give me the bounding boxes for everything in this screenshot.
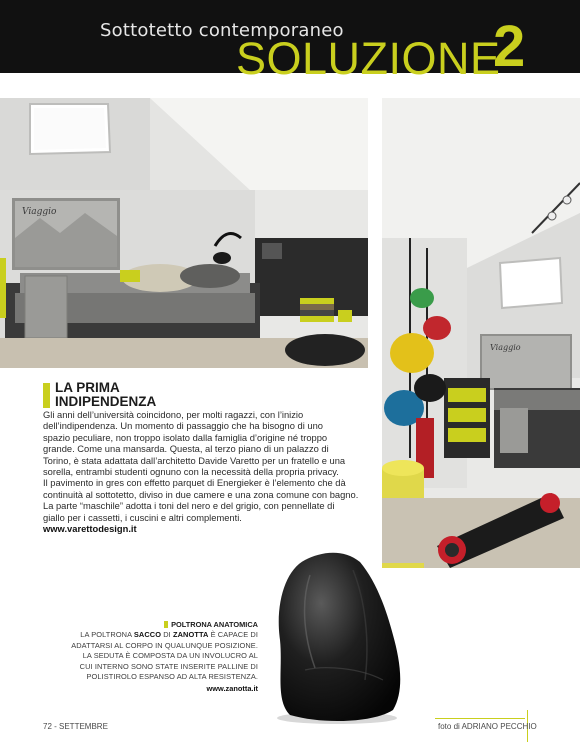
body-line: dell’indipendenza. Un momento di passaggio che ha bisogno di uno bbox=[43, 421, 323, 432]
headline-accent-bar bbox=[43, 383, 50, 408]
page-title-number: 2 bbox=[493, 14, 526, 79]
credit-prefix: foto di bbox=[438, 722, 460, 731]
body-line: spazio peculiare, non troppo isolato dalla famiglia d’origine né troppo bbox=[43, 432, 328, 443]
credit-rule bbox=[435, 718, 525, 719]
body-line: grande. Come una mansarda. Questa, al terzo piano di un palazzo di bbox=[43, 444, 329, 455]
body-line: continuità al sottotetto, diviso in due camere e una zona comune con bagno. bbox=[43, 489, 359, 500]
zanotta-link[interactable]: www.zanotta.it bbox=[206, 683, 258, 693]
caption-line: POLISTIROLO ESPANSO AD ALTA RESISTENZA. bbox=[86, 672, 258, 682]
article-body bbox=[43, 410, 383, 535]
caption-line bbox=[60, 630, 258, 641]
bedroom-art-text: Viaggio bbox=[22, 207, 57, 217]
headline-line-1: LA PRIMA bbox=[55, 380, 120, 395]
beanbag-chair-image bbox=[265, 550, 405, 725]
body-line: Torino, è stata adattata dall’architetto Davide Varetto per un fratello e una bbox=[43, 455, 346, 466]
caption-text: LA POLTRONA bbox=[80, 630, 132, 639]
caption-title bbox=[60, 619, 258, 630]
caption-line: LA SEDUTA È COMPOSTA DA UN INVOLUCRO AL bbox=[82, 651, 258, 661]
product-caption bbox=[60, 619, 258, 694]
varetto-link[interactable]: www.varettodesign.it bbox=[43, 524, 137, 535]
body-line: giallo per i cassetti, i cuscini e altri complementi. bbox=[43, 512, 242, 523]
body-line: Gli anni dell’università coincidono, per molti ragazzi, con l’inizio bbox=[43, 410, 304, 420]
credit-name: ADRIANO PECCHIO bbox=[461, 722, 537, 731]
caption-accent-bar bbox=[164, 621, 168, 628]
caption-product: SACCO bbox=[133, 630, 162, 639]
hall-art-text: Viaggio bbox=[490, 343, 521, 352]
page-folio: 72 - SETTEMBRE bbox=[43, 722, 108, 731]
body-line: La parte “maschile” adotta i toni del nero e del grigio, con pennellate di bbox=[43, 501, 335, 512]
photo-bedroom bbox=[0, 98, 368, 368]
body-line: Il pavimento in gres con effetto parquet di Energieker è l’elemento che dà bbox=[43, 478, 346, 489]
caption-title-text: POLTRONA ANATOMICA bbox=[171, 620, 258, 629]
caption-line: CUI INTERNO SONO STATE INSERITE PALLINE DI bbox=[79, 661, 258, 671]
caption-text: È CAPACE DI bbox=[210, 630, 258, 639]
page-title: SOLUZIONE bbox=[236, 33, 501, 84]
caption-line: ADATTARSI AL CORPO IN QUALUNQUE POSIZIONE. bbox=[71, 640, 258, 650]
header-band bbox=[0, 0, 580, 84]
headline-line-2: INDIPENDENZA bbox=[55, 394, 157, 409]
caption-brand: ZANOTTA bbox=[173, 630, 209, 639]
photo-credit bbox=[438, 722, 537, 731]
kicker: Sottotetto contemporaneo bbox=[100, 20, 344, 41]
caption-text: DI bbox=[163, 630, 171, 639]
photo-hall bbox=[382, 98, 580, 568]
body-line: sorella, entrambi studenti ognuno con la necessità della propria privacy. bbox=[43, 467, 339, 478]
